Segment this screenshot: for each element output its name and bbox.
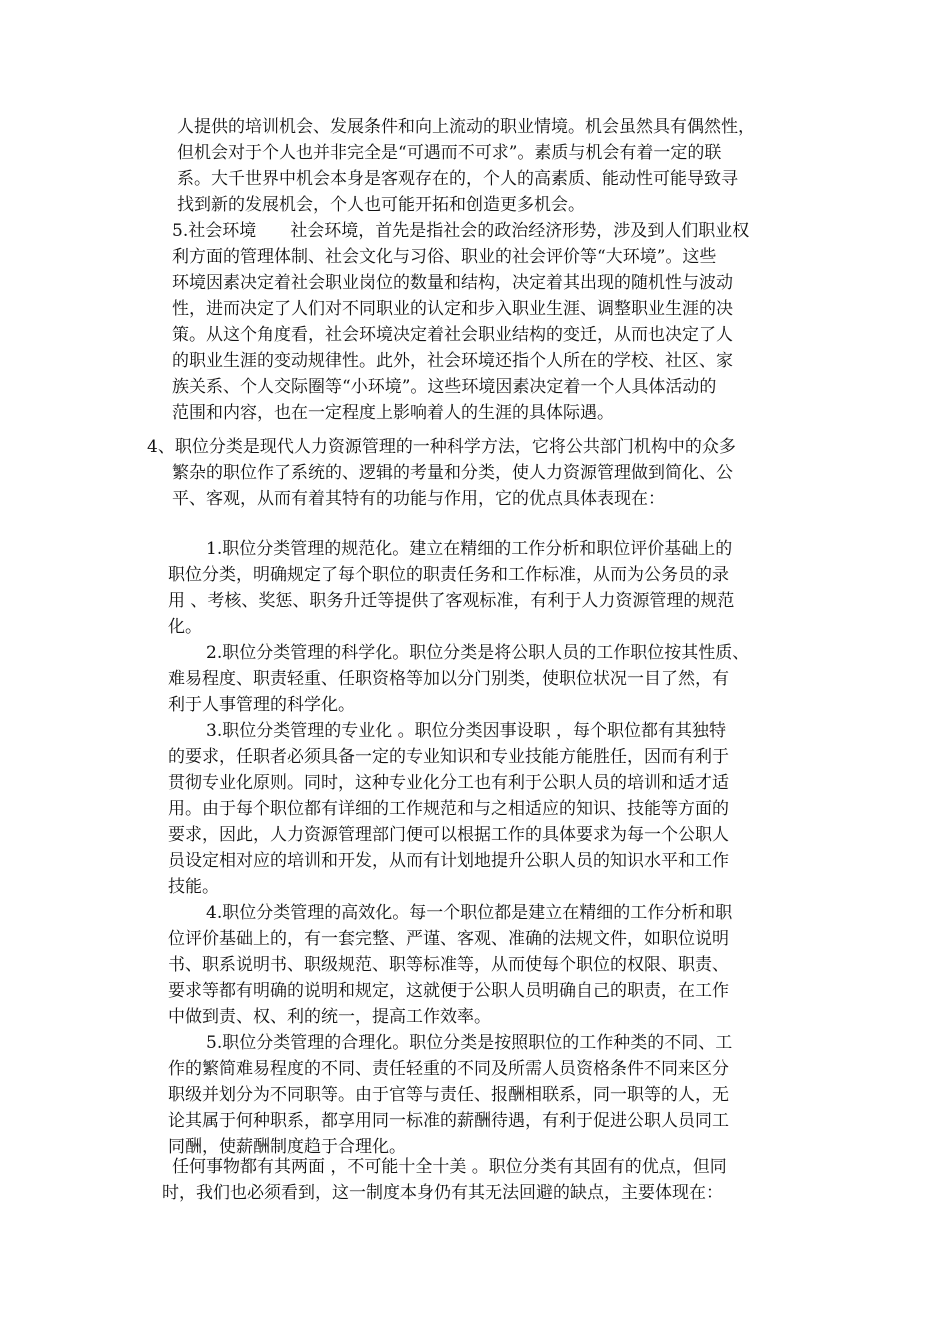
text-line: 位评价基础上的，有一套完整、严谨、客观、准确的法规文件，如职位说明 [168, 929, 729, 949]
text-line: 论其属于何种职系，都享用同一标准的薪酬待遇，有利于促进公职人员同工 [168, 1111, 729, 1131]
text-line: 但机会对于个人也并非完全是“可遇而不可求”。素质与机会有着一定的联 [177, 143, 722, 163]
text-line: 同酬，使薪酬制度趋于合理化。 [168, 1137, 406, 1157]
text-line: 难易程度、职责轻重、任职资格等加以分门别类，使职位状况一目了然，有 [168, 669, 729, 689]
text-line: 策。从这个角度看，社会环境决定着社会职业结构的变迁，从而也决定了人 [172, 325, 733, 345]
list-item-heading: 2.职位分类管理的科学化。职位分类是将公职人员的工作职位按其性质、 [206, 643, 750, 663]
text-line: 范围和内容，也在一定程度上影响着人的生涯的具体际遇。 [172, 403, 614, 423]
text-line: 的职业生涯的变动规律性。此外，社会环境还指个人所在的学校、社区、家 [172, 351, 733, 371]
text-line: 职级并划分为不同职等。由于官等与责任、报酬相联系，同一职等的人，无 [168, 1085, 729, 1105]
text-line: 贯彻专业化原则。同时，这种专业化分工也有利于公职人员的培训和适才适 [168, 773, 729, 793]
text-line: 族关系、个人交际圈等“小环境”。这些环境因素决定着一个人具体活动的 [172, 377, 717, 397]
text-line: 书、职系说明书、职级规范、职等标准等，从而使每个职位的权限、职责、 [168, 955, 729, 975]
text-line: 平、客观，从而有着其特有的功能与作用，它的优点具体表现在： [172, 489, 665, 509]
text-line: 利方面的管理体制、社会文化与习俗、职业的社会评价等“大环境”。这些 [172, 247, 717, 267]
text-line: 系。大千世界中机会本身是客观存在的，个人的高素质、能动性可能导致寻 [177, 169, 738, 189]
text-line: 职位分类，明确规定了每个职位的职责任务和工作标准，从而为公务员的录 [168, 565, 729, 585]
text-line: 时，我们也必须看到，这一制度本身仍有其无法回避的缺点，主要体现在： [162, 1183, 723, 1203]
text-line: 化。 [168, 617, 202, 637]
text-line: 利于人事管理的科学化。 [168, 695, 355, 715]
list-item-heading: 5.职位分类管理的合理化。职位分类是按照职位的工作种类的不同、工 [206, 1033, 733, 1053]
text-line: 要求，因此，人力资源管理部门便可以根据工作的具体要求为每一个公职人 [168, 825, 729, 845]
text-line: 找到新的发展机会，个人也可能开拓和创造更多机会。 [177, 195, 585, 215]
list-item-heading: 3.职位分类管理的专业化 。职位分类因事设职 ，每个职位都有其独特 [206, 721, 727, 741]
text-line: 4、职位分类是现代人力资源管理的一种科学方法，它将公共部门机构中的众多 [147, 437, 736, 457]
text-line: 中做到责、权、利的统一，提高工作效率。 [168, 1007, 491, 1027]
text-line: 用 、考核、奖惩、职务升迁等提供了客观标准，有利于人力资源管理的规范 [168, 591, 735, 611]
text-line: 人提供的培训机会、发展条件和向上流动的职业情境。机会虽然具有偶然性， [177, 117, 755, 137]
text-line: 技能。 [168, 877, 219, 897]
list-item-heading: 1.职位分类管理的规范化。建立在精细的工作分析和职位评价基础上的 [206, 539, 733, 559]
text-line: 性，进而决定了人们对不同职业的认定和步入职业生涯、调整职业生涯的决 [172, 299, 733, 319]
text-line: 繁杂的职位作了系统的、逻辑的考量和分类，使人力资源管理做到简化、公 [172, 463, 733, 483]
text-line: 5.社会环境 社会环境，首先是指社会的政治经济形势，涉及到人们职业权 [172, 221, 750, 241]
text-line: 用。由于每个职位都有详细的工作规范和与之相适应的知识、技能等方面的 [168, 799, 729, 819]
text-line: 任何事物都有其两面 ，不可能十全十美 。职位分类有其固有的优点，但同 [172, 1157, 727, 1177]
text-line: 员设定相对应的培训和开发，从而有计划地提升公职人员的知识水平和工作 [168, 851, 729, 871]
text-line: 环境因素决定着社会职业岗位的数量和结构，决定着其出现的随机性与波动 [172, 273, 733, 293]
list-item-heading: 4.职位分类管理的高效化。每一个职位都是建立在精细的工作分析和职 [206, 903, 733, 923]
text-line: 要求等都有明确的说明和规定，这就便于公职人员明确自己的职责，在工作 [168, 981, 729, 1001]
text-line: 的要求，任职者必须具备一定的专业知识和专业技能方能胜任，因而有利于 [168, 747, 729, 767]
text-line: 作的繁简难易程度的不同、责任轻重的不同及所需人员资格条件不同来区分 [168, 1059, 729, 1079]
